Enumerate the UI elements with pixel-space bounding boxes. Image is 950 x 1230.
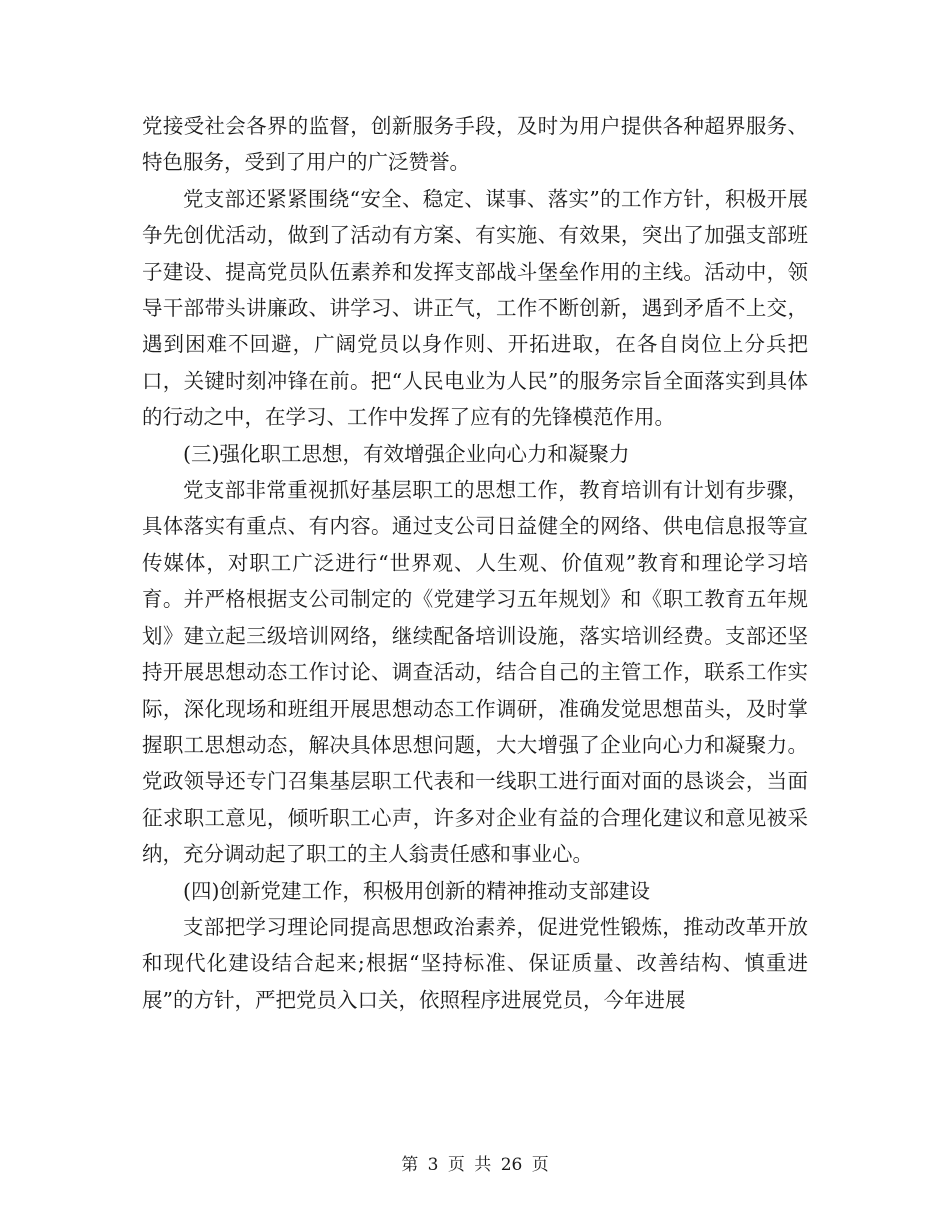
paragraph-party-building-innovation: 支部把学习理论同提高思想政治素养，促进党性锻炼，推动改革开放和现代化建设结合起来;根据“坚持标准、保证质量、改善结构、慎重进展”的方针，严把党员入口关，依照程序进展党员，今年进展 bbox=[142, 914, 808, 1012]
page-number-footer: 第 3 页 共 26 页 bbox=[401, 1155, 549, 1175]
paragraph-worker-ideology: 党支部非常重视抓好基层职工的思想工作，教育培训有计划有步骤，具体落实有重点、有内容。通过支公司日益健全的网络、供电信息报等宣传媒体，对职工广泛进行“世界观、人生观、价值观”教育和理论学习培育。并严格根据支公司制定的《党建学习五年规划》和《职工教育五年规划》建立起三级培训网络，继续配备培训设施，落实培训经费。支部还坚持开展思想动态工作讨论、调查活动，结合自己的主管工作，联系工作实际，深化现场和班组开展思想动态工作调研，准确发觉思想苗头，及时掌握职工思想动态，解决具体思想问题，大大增强了企业向心力和凝聚力。党政领导还专门召集基层职工代表和一线职工进行面对面的恳谈会，当面征求职工意见，倾听职工心声，许多对企业有益的合理化建议和意见被采纳，充分调动起了职工的主人翁责任感和事业心。 bbox=[142, 478, 808, 867]
section-heading-3: (三)强化职工思想，有效增强企业向心力和凝聚力 bbox=[183, 441, 630, 466]
paragraph-party-branch-activities: 党支部还紧紧围绕“安全、稳定、谋事、落实”的工作方针，积极开展争先创优活动，做到了活动有方案、有实施、有效果，突出了加强支部班子建设、提高党员队伍素养和发挥支部战斗堡垒作用的主线。活动中，领导干部带头讲廉政、讲学习、讲正气，工作不断创新，遇到矛盾不上交，遇到困难不回避，广阔党员以身作则、开拓进取，在各自岗位上分兵把口，关键时刻冲锋在前。把“人民电业为人民”的服务宗旨全面落实到具体的行动之中，在学习、工作中发挥了应有的先锋模范作用。 bbox=[142, 186, 808, 430]
document-body bbox=[142, 108, 808, 1018]
section-heading-4: (四)创新党建工作，积极用创新的精神推动支部建设 bbox=[183, 878, 650, 903]
paragraph-continuation: 党接受社会各界的监督，创新服务手段，及时为用户提供各种超界服务、特色服务，受到了用户的广泛赞誉。 bbox=[142, 114, 808, 175]
